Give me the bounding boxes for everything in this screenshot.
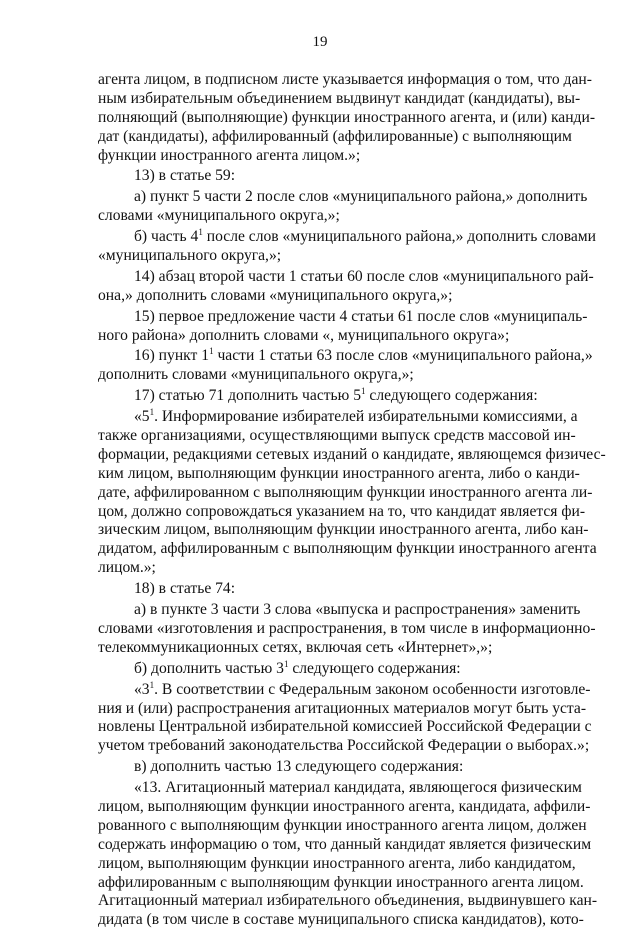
text-line: Агитационный материал избирательного объединения, выдвинувшего кан- <box>98 892 598 910</box>
text-line: б) дополнить частью $3^1$ следующего содержания: <box>134 658 461 677</box>
text-line: «$3^1$. В соответствии с Федеральным законом особенности изготовле- <box>134 679 591 698</box>
superscript: 1 <box>198 227 203 238</box>
superscript: 1 <box>361 386 366 397</box>
text-line: словами «муниципального округа,»; <box>98 207 340 225</box>
document-body <box>98 71 606 930</box>
page-number: 19 <box>312 34 328 50</box>
text-line: дат (кандидаты), аффилированный (аффилированные) с выполняющим <box>98 127 572 145</box>
superscript: 1 <box>283 658 289 669</box>
text-line: словами «изготовления и распространения, в том числе в информационно- <box>98 619 596 637</box>
text-line: содержать информацию о том, что данный кандидат является физическим <box>98 835 592 853</box>
text-line: также организациями, осуществляющими выпуск средств массовой ин- <box>98 427 576 445</box>
text-line: 16) пункт $1^1$ части 1 статьи 63 после слов «муниципального района,» <box>134 346 593 365</box>
text-line: дидата (в том числе в составе муниципального списка кандидатов), кото- <box>98 911 584 929</box>
text-line: полняющий (выполняющие) функции иностранного агента, и (или) канди- <box>98 108 596 126</box>
text-line: агента лицом, в подписном листе указывается информация о том, что дан- <box>98 71 592 88</box>
superscript: 1 <box>149 679 155 690</box>
text-line: 17) статью 71 дополнить частью $5^1$ следующего содержания: <box>134 386 538 405</box>
text-line: в) дополнить частью 13 следующего содержания: <box>134 758 464 776</box>
text-line: телекоммуникационных сетях, включая сеть «Интернет»,»; <box>98 638 493 656</box>
text-line: цом, должно сопровождаться указанием на то, что кандидат является фи- <box>98 502 586 520</box>
text-line: дополнить словами «муниципального округа,»; <box>98 366 414 384</box>
text-line: б) часть $4^1$ после слов «муниципального района,» дополнить словами <box>134 227 597 246</box>
text-line: она,» дополнить словами «муниципального округа,»; <box>98 286 453 304</box>
text-line: аффилированным с выполняющим функции иностранного агента лицом. <box>98 873 584 891</box>
text-line: «$5^1$. Информирование избирателей избирательными комиссиями, а <box>134 407 578 426</box>
text-line: учетом требований законодательства Российской Федерации о выборах.»; <box>98 737 590 755</box>
text-line: а) пункт 5 части 2 после слов «муниципального района,» дополнить <box>134 188 588 206</box>
text-line: 13) в статье 59: <box>134 167 236 185</box>
text-line: зическим лицом, выполняющим функции иностранного агента, либо кан- <box>98 521 589 539</box>
text-line: 15) первое предложение части 4 статьи 61 после слов «муниципаль- <box>134 307 588 325</box>
text-line: ным избирательным объединением выдвинут кандидат (кандидаты), вы- <box>98 89 581 107</box>
text-line: дате, аффилированном с выполняющим функции иностранного агента ли- <box>98 483 593 501</box>
text-line: рованного с выполняющим функции иностранного агента лицом, должен <box>98 816 587 834</box>
superscript: 1 <box>209 346 214 357</box>
text-line: 18) в статье 74: <box>134 580 236 598</box>
text-line: ким лицом, выполняющим функции иностранного агента, либо о канди- <box>98 464 580 482</box>
text-line: «13. Агитационный материал кандидата, являющегося физическим <box>134 779 582 797</box>
text-line: новлены Центральной избирательной комиссией Российской Федерации с <box>98 718 592 736</box>
text-line: дидатом, аффилированным с выполняющим функции иностранного агента <box>98 540 597 558</box>
text-line: 14) абзац второй части 1 статьи 60 после слов «муниципального рай- <box>134 267 594 285</box>
text-line: ного района» дополнить словами «, муниципального округа»; <box>98 326 510 344</box>
text-line: а) в пункте 3 части 3 слова «выпуска и распространения» заменить <box>134 601 581 619</box>
text-line: лицом.»; <box>98 559 156 577</box>
superscript: 1 <box>149 407 155 418</box>
text-line: «муниципального округа,»; <box>98 247 282 265</box>
text-line: функции иностранного агента лицом.»; <box>98 146 361 164</box>
text-line: формации, редакциями сетевых изданий о кандидате, являющемся физичес- <box>98 445 606 463</box>
text-line: лицом, выполняющим функции иностранного агента, кандидата, аффили- <box>98 797 591 815</box>
text-line: ния и (или) распространения агитационных материалов могут быть уста- <box>98 699 587 717</box>
text-line: лицом, выполняющим функции иностранного агента, либо кандидатом, <box>98 854 576 872</box>
